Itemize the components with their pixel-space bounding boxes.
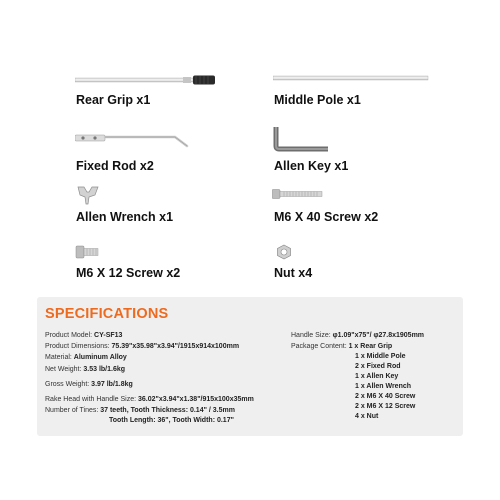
- part-label: Middle Pole x1: [274, 93, 361, 107]
- package-item: 2 x M6 X 12 Screw: [355, 403, 416, 410]
- spec-row-continued: Tooth Length: 36", Tooth Width: 0.17": [109, 417, 234, 424]
- middle-pole-icon: [273, 74, 429, 82]
- package-item: 2 x M6 X 40 Screw: [355, 393, 416, 400]
- spec-row: Number of Tines: 37 teeth, Tooth Thickness: 0.14" / 3.5mm: [45, 407, 235, 414]
- part-label: Allen Wrench x1: [76, 210, 174, 224]
- package-item: 1 x Middle Pole: [355, 353, 406, 360]
- nut-icon: [276, 244, 292, 260]
- package-item: 2 x Fixed Rod: [355, 363, 401, 370]
- spec-row-package: Package Content: 1 x Rear Grip: [291, 343, 393, 350]
- part-label: M6 X 40 Screw x2: [274, 210, 379, 224]
- spec-row: Gross Weight: 3.97 lb/1.8kg: [45, 381, 133, 388]
- allen-key-icon: [272, 124, 332, 152]
- spec-row: Net Weight: 3.53 lb/1.6kg: [45, 366, 126, 373]
- spec-row: Product Dimensions: 75.39"x35.98"x3.94"/1915x914x100mm: [45, 343, 240, 350]
- spec-row-handle: Handle Size: φ1.09"x75"/ φ27.8x1905mm: [291, 332, 425, 339]
- part-label: Allen Key x1: [274, 159, 349, 173]
- allen-wrench-icon: [75, 184, 101, 206]
- package-item: 1 x Allen Wrench: [355, 383, 412, 390]
- part-label: M6 X 12 Screw x2: [76, 266, 181, 280]
- part-label: Rear Grip x1: [76, 93, 151, 107]
- m6x12-screw-icon: [75, 244, 99, 260]
- fixed-rod-icon: [75, 130, 195, 152]
- spec-row: Material: Aluminum Alloy: [45, 354, 127, 361]
- package-item: 4 x Nut: [355, 413, 379, 420]
- part-label: Nut x4: [274, 266, 313, 280]
- spec-row: Rake Head with Handle Size: 36.02"x3.94"x1.38"/915x100x35mm: [45, 396, 254, 403]
- spec-row: Product Model: CY-SF13: [45, 332, 123, 339]
- m6x40-screw-icon: [272, 188, 324, 200]
- part-label: Fixed Rod x2: [76, 159, 154, 173]
- rear-grip-icon: [75, 70, 220, 90]
- specifications-title: SPECIFICATIONS: [45, 306, 169, 322]
- specifications-panel: [37, 297, 463, 436]
- package-item: 1 x Allen Key: [355, 373, 399, 380]
